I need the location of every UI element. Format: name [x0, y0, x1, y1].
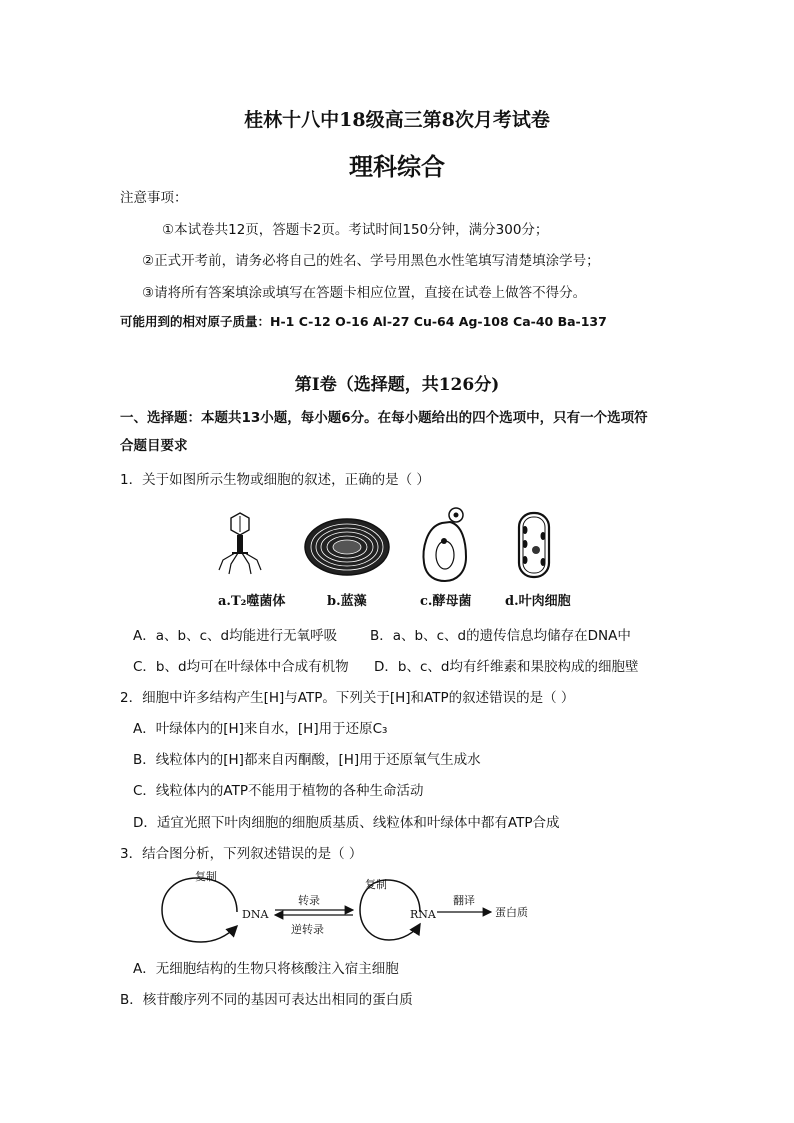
- section-instruction-2: 合题目要求: [120, 438, 188, 454]
- yeast-figure: [418, 505, 473, 583]
- notice-heading: 注意事项：: [120, 190, 188, 206]
- q1-option-b: B．a、b、c、d的遗传信息均储存在DNA中: [370, 628, 631, 644]
- caption-phage: a.T₂噬菌体: [218, 594, 286, 609]
- notice-item-2: ②正式开考前，请务必将自己的姓名、学号用黑色水性笔填写清楚填涂学号；: [142, 253, 600, 269]
- diagram-reverse-transcription: 逆转录: [291, 923, 324, 936]
- diagram-replication-right: 复制: [365, 878, 387, 891]
- q1-option-a: A．a、b、c、d均能进行无氧呼吸: [133, 628, 338, 644]
- diagram-transcription: 转录: [298, 894, 320, 907]
- q3-option-a: A．无细胞结构的生物只将核酸注入宿主细胞: [133, 961, 399, 977]
- q3-option-b: B．核苷酸序列不同的基因可表达出相同的蛋白质: [120, 992, 413, 1008]
- section-instruction-1: 一、选择题：本题共13小题，每小题6分。在每小题给出的四个选项中，只有一个选项符: [120, 410, 648, 426]
- atomic-masses: 可能用到的相对原子质量：H-1 C-12 O-16 Al-27 Cu-64 Ag-108 Ca-40 Ba-137: [120, 314, 607, 329]
- cyanobacteria-figure: [303, 517, 391, 577]
- exam-subtitle: 理科综合: [349, 152, 445, 181]
- t2-phage-figure: [215, 510, 265, 580]
- diagram-protein: 蛋白质: [495, 906, 528, 919]
- caption-leaf-cell: d.叶肉细胞: [505, 594, 571, 609]
- caption-yeast: c.酵母菌: [420, 594, 472, 609]
- diagram-rna: RNA: [410, 908, 436, 921]
- exam-title: 桂林十八中18级高三第8次月考试卷: [244, 109, 550, 131]
- central-dogma-diagram: [155, 868, 555, 948]
- q2-option-d: D．适宜光照下叶肉细胞的细胞质基质、线粒体和叶绿体中都有ATP合成: [133, 815, 560, 831]
- q3-stem: 3．结合图分析，下列叙述错误的是（ ）: [120, 846, 363, 862]
- notice-item-1: ①本试卷共12页，答题卡2页。考试时间150分钟，满分300分；: [162, 222, 549, 238]
- q2-option-a: A．叶绿体内的[H]来自水，[H]用于还原C₃: [133, 721, 388, 737]
- q2-option-b: B．线粒体内的[H]都来自丙酮酸，[H]用于还原氧气生成水: [133, 752, 481, 768]
- leaf-cell-figure: [515, 510, 555, 580]
- q1-stem: 1．关于如图所示生物或细胞的叙述，正确的是（ ）: [120, 472, 430, 488]
- diagram-translation: 翻译: [453, 894, 475, 907]
- diagram-dna: DNA: [242, 908, 269, 921]
- q1-option-d: D．b、c、d均有纤维素和果胶构成的细胞壁: [374, 659, 639, 675]
- diagram-replication-left: 复制: [195, 870, 217, 883]
- q2-stem: 2．细胞中许多结构产生[H]与ATP。下列关于[H]和ATP的叙述错误的是（ ）: [120, 690, 575, 706]
- caption-cyanobacteria: b.蓝藻: [327, 594, 367, 609]
- q2-option-c: C．线粒体内的ATP不能用于植物的各种生命活动: [133, 783, 424, 799]
- q1-option-c: C．b、d均可在叶绿体中合成有机物: [133, 659, 349, 675]
- section-title: 第I卷（选择题，共126分): [294, 375, 500, 395]
- notice-item-3: ③请将所有答案填涂或填写在答题卡相应位置，直接在试卷上做答不得分。: [142, 285, 587, 301]
